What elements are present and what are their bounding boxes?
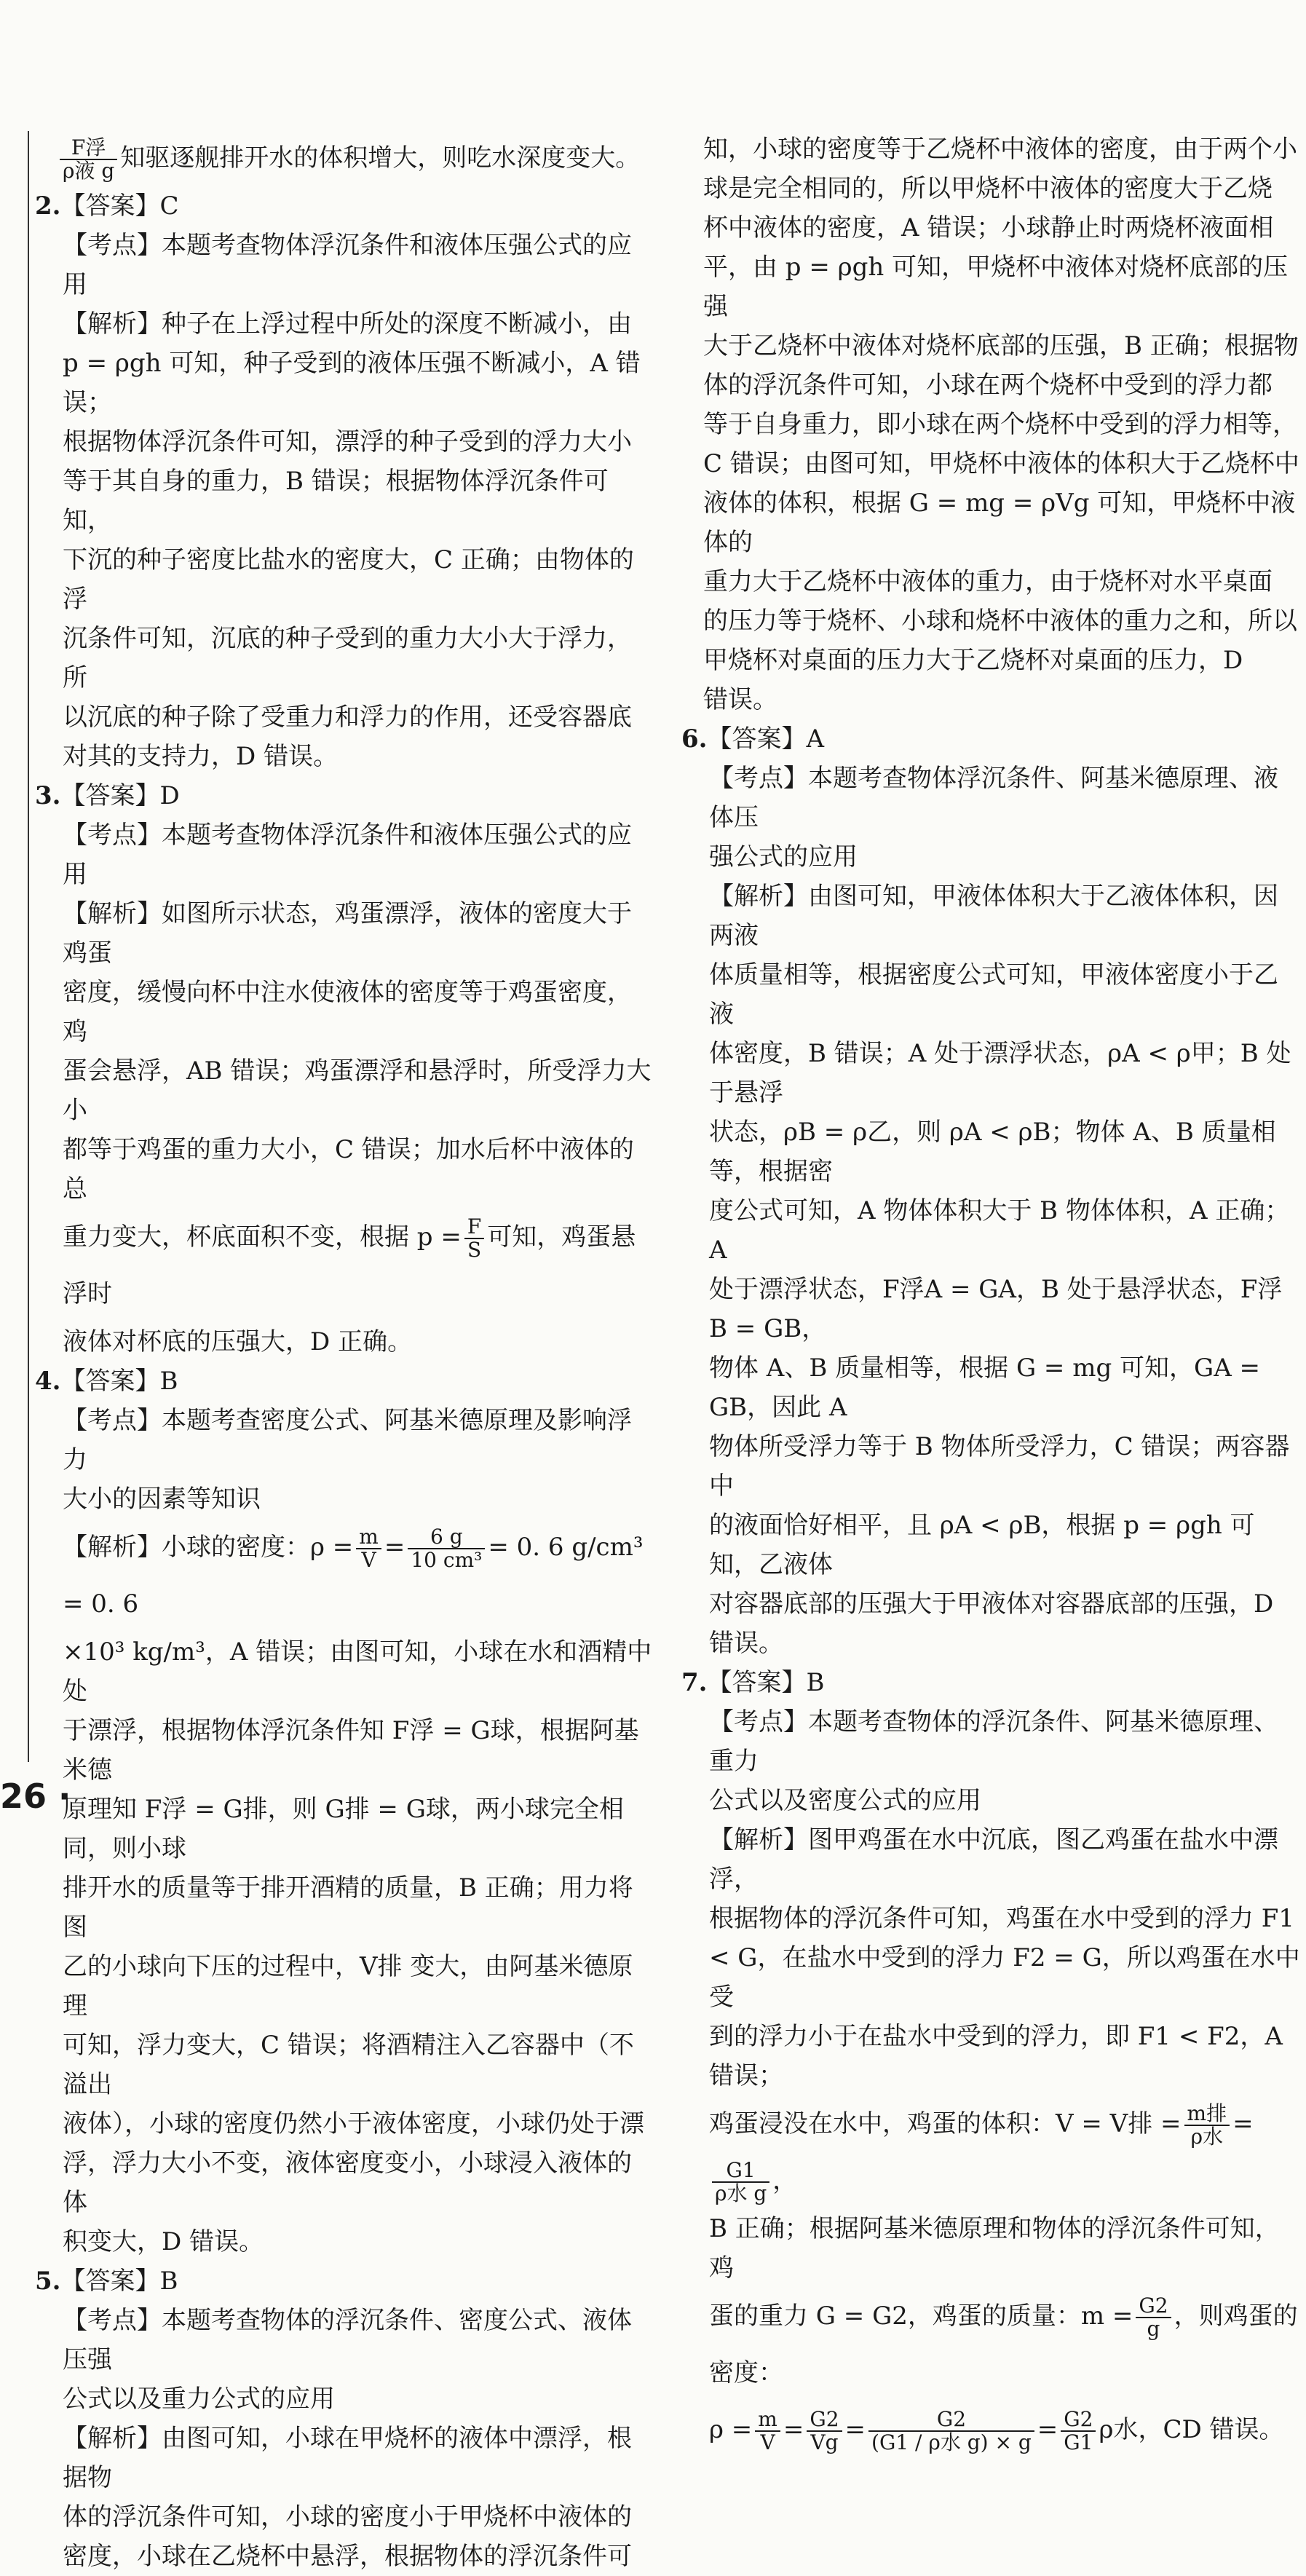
text-line: 于漂浮，根据物体浮沉条件知 F浮 = G球，根据阿基米德: [63, 1716, 639, 1785]
answer-label: 【答案】B: [60, 2267, 178, 2296]
fraction-numerator: m排: [1184, 2103, 1230, 2126]
text-line: 液体），小球的密度仍然小于液体密度，小球仍处于漂: [63, 2109, 644, 2138]
fraction-numerator: G1: [712, 2160, 769, 2183]
equals-sign: =: [1037, 2415, 1058, 2444]
question-2-point: 【考点】本题考查物体浮沉条件和液体压强公式的应用: [63, 231, 632, 299]
answer-label: 【答案】A: [707, 724, 825, 754]
text-span: ρ水，CD 错误。: [1099, 2415, 1284, 2444]
text-line: 都等于鸡蛋的重力大小，C 错误；加水后杯中液体的总: [63, 1135, 634, 1204]
text-span: 蛋的重力 G = G2，鸡蛋的质量：m =: [709, 2302, 1133, 2331]
fraction-denominator: Vg: [810, 2430, 839, 2454]
question-7-point: 【考点】本题考查物体的浮沉条件、阿基米德原理、重力: [709, 1707, 1278, 1776]
text-span: 【解析】小球的密度：ρ =: [63, 1533, 354, 1562]
question-number: 5.: [35, 2267, 61, 2296]
text-line: 物体 A、B 质量相等，根据 G = mg 可知，GA = GB，因此 A: [709, 1354, 1261, 1422]
text-line: 【解析】图甲鸡蛋在水中沉底，图乙鸡蛋在盐水中漂浮，: [709, 1825, 1278, 1894]
text-line: 度公式可知，A 物体体积大于 B 物体体积，A 正确；A: [709, 1196, 1290, 1265]
text-line: 积变大，D 错误。: [63, 2227, 264, 2256]
text-line: 的液面恰好相平，且 ρA < ρB，根据 p = ρgh 可知，乙液体: [709, 1511, 1255, 1579]
text-line: 球是完全相同的，所以甲烧杯中液体的密度大于乙烧: [703, 174, 1273, 203]
text-line: 平，由 p = ρgh 可知，甲烧杯中液体对烧杯底部的压强: [703, 253, 1289, 321]
page-number: 26 ·: [0, 1777, 71, 1816]
fraction: [712, 2160, 769, 2205]
text-line: 到的浮力小于在盐水中受到的浮力，即 F1 < F2，A 错误；: [709, 2022, 1283, 2090]
question-7-answer: [681, 1663, 1300, 1702]
fraction-numerator: 6 g: [408, 1526, 485, 1549]
question-6-answer: [681, 719, 1300, 759]
answer-label: 【答案】D: [60, 781, 180, 810]
text-line: 蛋会悬浮，AB 错误；鸡蛋漂浮和悬浮时，所受浮力大小: [63, 1056, 652, 1125]
text-line: 大于乙烧杯中液体对烧杯底部的压强，B 正确；根据物: [703, 331, 1299, 360]
text-span: ，: [772, 2166, 798, 2195]
question-3-answer: [35, 776, 654, 815]
question-5-point: 【考点】本题考查物体的浮沉条件、密度公式、液体压强: [63, 2306, 632, 2374]
fraction-numerator: m: [356, 1526, 381, 1549]
question-4-point: 【考点】本题考查密度公式、阿基米德原理及影响浮力: [63, 1406, 632, 1474]
equals-sign: =: [844, 2415, 866, 2444]
text-span: ，则鸡蛋的密度：: [709, 2302, 1298, 2387]
fraction: [807, 2409, 842, 2454]
text-span: = 0. 6 g/cm³ = 0. 6: [63, 1533, 644, 1619]
fraction-denominator: (G1 / ρ水 g) × g: [871, 2430, 1032, 2454]
text-line: 错误。: [709, 1629, 783, 1658]
fraction: [356, 1526, 381, 1571]
intro-tail: [57, 130, 654, 186]
text-line: 等于其自身的重力，B 错误；根据物体浮沉条件可知，: [63, 467, 609, 535]
text-line: 体的浮沉条件可知，小球的密度小于甲烧杯中液体的: [63, 2502, 632, 2532]
text-line: 【解析】种子在上浮过程中所处的深度不断减小，由: [63, 309, 632, 339]
fraction-denominator: g: [1147, 2317, 1160, 2341]
text-line: 密度，缓慢向杯中注水使液体的密度等于鸡蛋密度，鸡: [63, 978, 632, 1046]
left-margin-rule: [28, 131, 29, 1762]
fraction: [464, 1216, 484, 1261]
fraction: [1136, 2295, 1171, 2340]
text-line: 原理知 F浮 = G排，则 G排 = G球，两小球完全相同，则小球: [63, 1795, 624, 1863]
text-line: 液体对杯底的压强大，D 正确。: [63, 1327, 413, 1356]
text-line: C 错误；由图可知，甲烧杯中液体的体积大于乙烧杯中: [703, 449, 1299, 478]
answer-label: 【答案】B: [707, 1668, 825, 1697]
fraction-denominator: ρ水: [1190, 2125, 1224, 2149]
text-line: 体的浮沉条件可知，小球在两个烧杯中受到的浮力都: [703, 371, 1273, 400]
question-number: 3.: [35, 781, 61, 810]
text-line: 公式以及重力公式的应用: [63, 2385, 335, 2414]
text-line: 状态，ρB = ρ乙，则 ρA < ρB；物体 A、B 质量相等，根据密: [709, 1118, 1276, 1186]
text-line: 可知，浮力变大，C 错误；将酒精注入乙容器中（不溢出: [63, 2031, 634, 2099]
fraction-denominator: ρ水 g: [715, 2181, 767, 2205]
text-line: 知，小球的密度等于乙烧杯中液体的密度，由于两个小: [703, 135, 1297, 164]
fraction-numerator: G2: [868, 2409, 1034, 2432]
fraction-numerator: G2: [807, 2409, 842, 2432]
question-number: 4.: [35, 1367, 61, 1396]
question-number: 2.: [35, 191, 61, 221]
question-4-answer: [35, 1362, 654, 1401]
question-2-answer: [35, 186, 654, 226]
text-line: 下沉的种子密度比盐水的密度大，C 正确；由物体的浮: [63, 545, 634, 614]
question-5-answer: [35, 2261, 654, 2301]
text-line: 重力大于乙烧杯中液体的重力，由于烧杯对水平桌面: [703, 567, 1273, 596]
text-span: 鸡蛋浸没在水中，鸡蛋的体积：V = V排 =: [709, 2109, 1182, 2138]
fraction-denominator: ρ液 g: [63, 159, 115, 183]
fraction-numerator: G2: [1061, 2409, 1096, 2432]
fraction: [408, 1526, 485, 1571]
formula-line: [703, 2288, 1300, 2401]
fraction-denominator: V: [361, 1548, 376, 1572]
text-line: 乙的小球向下压的过程中，V排 变大，由阿基米德原理: [63, 1952, 633, 2020]
text-span: ρ =: [709, 2415, 753, 2444]
fraction: [1184, 2103, 1230, 2148]
text-line: 【解析】由图可知，小球在甲烧杯的液体中漂浮，根据物: [63, 2424, 632, 2492]
question-3-point: 【考点】本题考查物体浮沉条件和液体压强公式的应用: [63, 821, 632, 889]
fraction-denominator: 10 cm³: [411, 1548, 483, 1572]
fraction: [60, 137, 117, 182]
fraction: [755, 2409, 780, 2454]
text-line: 液体的体积，根据 G = mg = ρVg 可知，甲烧杯中液体的: [703, 489, 1296, 557]
formula-line: [703, 2095, 1300, 2209]
text-line: 浮，浮力大小不变，液体密度变小，小球浸入液体的体: [63, 2149, 632, 2217]
text-line: 物体所受浮力等于 B 物体所受浮力，C 错误；两容器中: [709, 1432, 1290, 1501]
text-line: 沉条件可知，沉底的种子受到的重力大小大于浮力，所: [63, 624, 632, 692]
formula-line: [57, 1519, 654, 1632]
text-line: 【解析】由图可知，甲液体体积大于乙液体体积，因两液: [709, 882, 1278, 950]
text-line: 杯中液体的密度，A 错误；小球静止时两烧杯液面相: [703, 213, 1274, 242]
text-line: < G，在盐水中受到的浮力 F2 = G，所以鸡蛋在水中受: [709, 1943, 1300, 2012]
fraction-numerator: G2: [1136, 2295, 1171, 2318]
text-line: 处于漂浮状态，F浮A = GA，B 处于悬浮状态，F浮B = GB，: [709, 1275, 1283, 1343]
text-line: 根据物体浮沉条件可知，漂浮的种子受到的浮力大小: [63, 427, 632, 457]
fraction-denominator: G1: [1064, 2430, 1093, 2454]
question-number: 6.: [681, 724, 708, 754]
right-column: [681, 130, 1300, 2458]
text-line: 根据物体的浮沉条件可知，鸡蛋在水中受到的浮力 F1: [709, 1904, 1295, 1933]
text-line: 密度，小球在乙烧杯中悬浮，根据物体的浮沉条件可: [63, 2542, 632, 2571]
text-line: 【解析】如图所示状态，鸡蛋漂浮，液体的密度大于鸡蛋: [63, 899, 632, 968]
formula-line: [703, 2401, 1300, 2458]
text-line: ×10³ kg/m³，A 错误；由图可知，小球在水和酒精中处: [63, 1637, 652, 1706]
text-line: 排开水的质量等于排开酒精的质量，B 正确；用力将图: [63, 1873, 633, 1942]
text-line: 对容器底部的压强大于甲液体对容器底部的压强，D: [709, 1589, 1274, 1619]
text-line: 大小的因素等知识: [63, 1485, 261, 1514]
text-line: 体质量相等，根据密度公式可知，甲液体密度小于乙液: [709, 960, 1278, 1029]
formula-line: [57, 1209, 654, 1322]
text-line: 甲烧杯对桌面的压力大于乙烧杯对桌面的压力，D: [703, 646, 1243, 675]
text-line: B 正确；根据阿基米德原理和物体的浮沉条件可知，鸡: [709, 2214, 1280, 2283]
text-line: 体密度，B 错误；A 处于漂浮状态，ρA < ρ甲；B 处于悬浮: [709, 1039, 1291, 1107]
text-line: p = ρgh 可知，种子受到的液体压强不断减小，A 错误；: [63, 349, 641, 417]
fraction-denominator: S: [467, 1238, 482, 1262]
text-line: 强公式的应用: [709, 842, 858, 872]
equals-sign: =: [384, 1533, 405, 1562]
equals-sign: =: [1232, 2109, 1254, 2138]
text-span: 重力变大，杯底面积不变，根据 p =: [63, 1222, 462, 1252]
answer-label: 【答案】B: [60, 1367, 178, 1396]
fraction-denominator: V: [760, 2430, 775, 2454]
text-line: 错误。: [703, 685, 777, 714]
text-line: 的压力等于烧杯、小球和烧杯中液体的重力之和，所以: [703, 607, 1297, 636]
fraction: [1061, 2409, 1096, 2454]
text-line: 知驱逐舰排开水的体积增大，则吃水深度变大。: [120, 143, 641, 173]
fraction-numerator: m: [755, 2409, 780, 2432]
text-line: 公式以及密度公式的应用: [709, 1786, 981, 1815]
question-6-point: 【考点】本题考查物体浮沉条件、阿基米德原理、液体压: [709, 764, 1278, 832]
fraction-numerator: F浮: [60, 137, 117, 160]
text-span: 可知，鸡蛋悬浮时: [63, 1222, 636, 1308]
text-line: 等于自身重力，即小球在两个烧杯中受到的浮力相等，: [703, 410, 1297, 439]
question-number: 7.: [681, 1668, 708, 1697]
text-line: 以沉底的种子除了受重力和浮力的作用，还受容器底: [63, 703, 632, 732]
text-line: 对其的支持力，D 错误。: [63, 742, 339, 771]
answer-label: 【答案】C: [60, 191, 179, 221]
fraction-numerator: F: [464, 1216, 484, 1239]
fraction: [868, 2409, 1034, 2454]
equals-sign: =: [783, 2415, 804, 2444]
